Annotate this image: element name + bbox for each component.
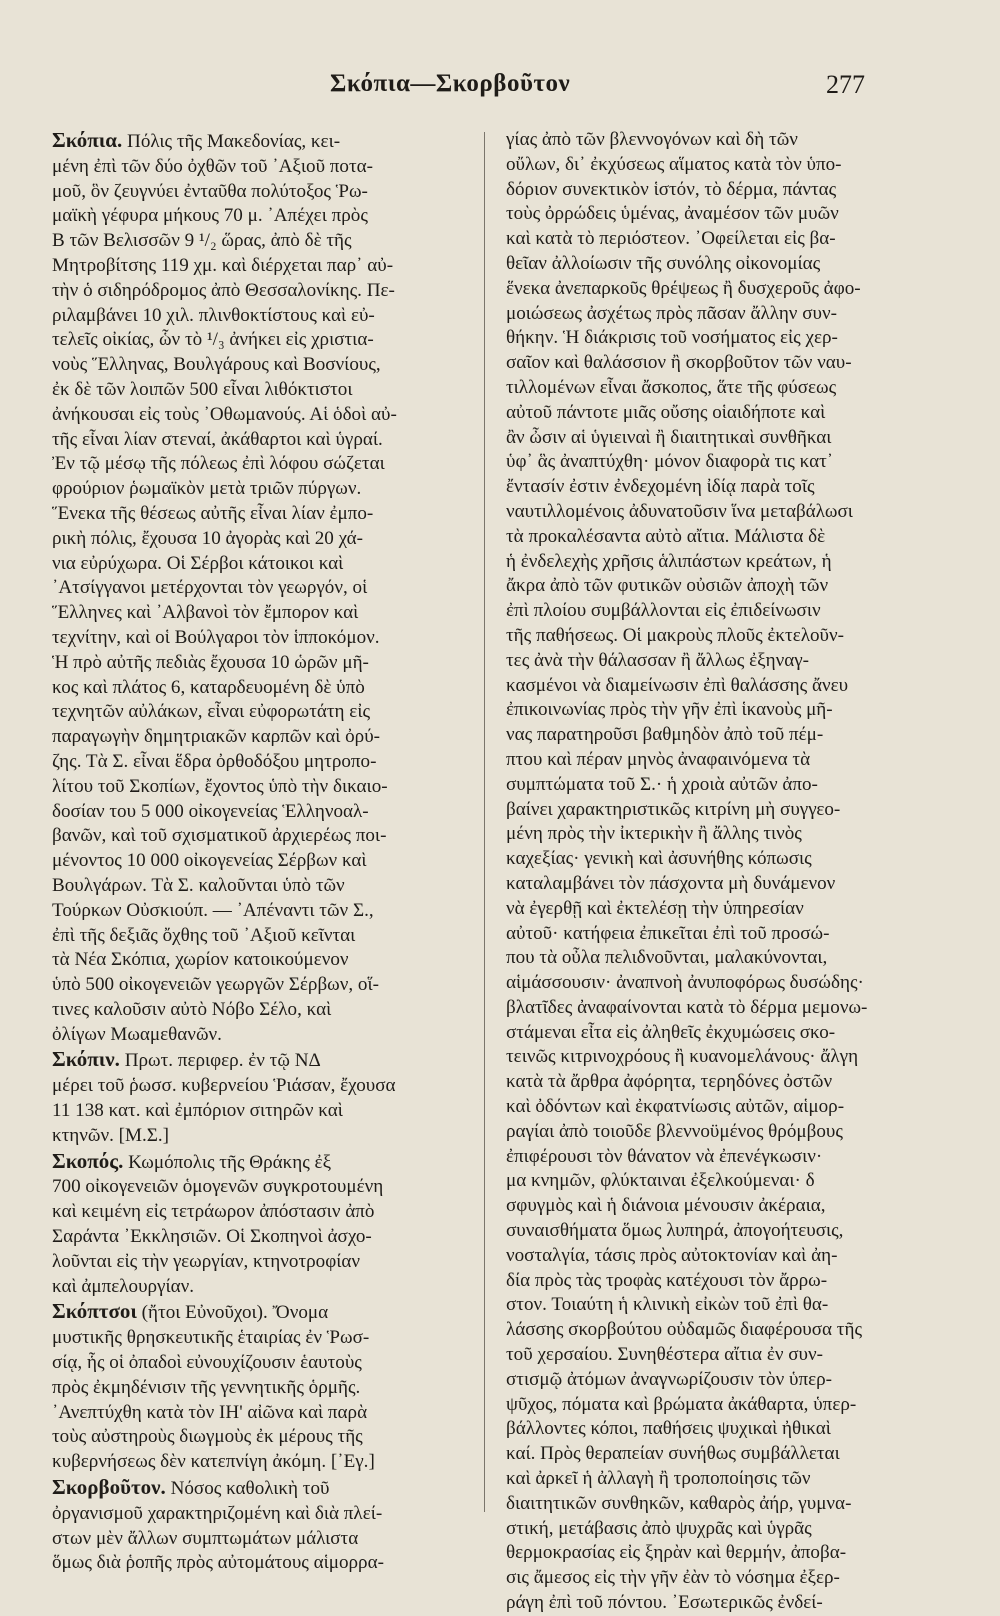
column-rule — [484, 132, 485, 1512]
text-line — [52, 1200, 464, 1225]
text-line — [52, 1175, 464, 1200]
text-line: συναισθήματα ὅμως λυπηρά, ἀπογοήτευσις, — [506, 1220, 844, 1242]
text-line: αὐτοῦ· κατήφεια ἐπικεῖται ἐπὶ τοῦ προσώ- — [506, 922, 830, 944]
text-line: γίας ἀπὸ τῶν βλεννογόνων καὶ δὴ τῶν — [506, 129, 798, 150]
text-line: σαῖον καὶ θαλάσσιον ἢ σκορβοῦτον τῶν ναυ- — [506, 352, 852, 374]
text-line — [52, 676, 464, 701]
line-text: Ἡ πρὸ αὐτῆς πεδιὰς ἔχουσα 10 ὡρῶν μῆ- — [52, 651, 369, 673]
line-text: καὶ κειμένη εἰς τετράωρον ἀπόστασιν ἀπὸ — [52, 1201, 375, 1223]
line-text: λίτου τοῦ Σκοπίων, ἔχοντος ὑπὸ τὴν δικαιο- — [52, 775, 388, 797]
text-line — [52, 1527, 464, 1552]
text-line: τῆς παθήσεως. Οἱ μακροὺς πλοῦς ἐκτελοῦν- — [506, 624, 844, 646]
text-line — [52, 576, 464, 601]
line-text: μένοντος 10 000 οἰκογενείας Σέρβων καὶ — [52, 850, 367, 872]
entry-headword: Σκόπτσοι — [52, 1299, 137, 1324]
text-line — [52, 750, 464, 775]
line-text: Ἕλληνες καὶ ᾿Αλβανοὶ τὸν ἔμπορον καὶ — [52, 602, 359, 624]
line-text: τὰ Νέα Σκόπια, χωρίον κατοικούμενον — [52, 949, 349, 971]
text-line — [52, 1351, 464, 1376]
text-line: τες ἀνὰ τὴν θάλασσαν ἢ ἄλλως ἐξηναγ- — [506, 649, 810, 671]
text-line — [52, 1250, 464, 1275]
text-line: στισμῷ ἀτόμων ἀναγνωρίζουσιν τὸν ὑπερ- — [506, 1368, 833, 1390]
text-line: αὐτοῦ πάντοτε μιᾶς οὔσης οἱαιδήποτε καὶ — [506, 401, 826, 423]
text-line: τοῦ χερσαίου. Συνηθέστερα αἴτια ἐν συν- — [506, 1344, 823, 1366]
text-line — [52, 1326, 464, 1351]
text-line: αἱμάσσουσιν· ἀναπνοὴ ἀνυποφόρως δυσώδης· — [506, 972, 864, 994]
entry-first-line — [52, 128, 464, 155]
text-line — [52, 428, 464, 453]
text-line — [52, 601, 464, 626]
running-head — [0, 70, 1000, 110]
line-text: 11 138 κατ. καὶ ἐμπόριον σιτηρῶν καὶ — [52, 1100, 343, 1122]
text-line: ἐπὶ πλοίου συμβάλλονται εἰς ἐπιδείνωσιν — [506, 600, 821, 622]
line-text: νια εὐρύχωρα. Οἱ Σέρβοι κάτοικοι καὶ — [52, 552, 344, 574]
text-line: μένη πρὸς τὴν ἰκτερικὴν ἢ ἄλλης τινὸς — [506, 823, 802, 845]
text-line — [52, 452, 464, 477]
text-line — [52, 700, 464, 725]
line-text: Κωμόπολις τῆς Θράκης ἐξ — [123, 1151, 332, 1173]
text-line: ἐπικοινωνίας πρὸς τὴν γῆν ἐπὶ ἱκανοὺς μῆ- — [506, 699, 833, 721]
line-text: 700 οἰκογενειῶν ὁμογενῶν συγκροτουμένη — [52, 1176, 384, 1198]
text-line: ἄκρα ἀπὸ τῶν φυτικῶν οὐσιῶν ἀποχὴ τῶν — [506, 575, 829, 597]
line-text: ριλαμβάνει 10 χιλ. πλινθοκτίστους καὶ εὐ- — [52, 304, 375, 326]
line-text: ὀλίγων Μωαμεθανῶν. — [52, 1023, 222, 1045]
line-text: κος καὶ πλάτος 6, καταρδευομένη δὲ ὑπὸ — [52, 676, 365, 698]
line-text: βανῶν, καὶ τοῦ σχισματικοῦ ἀρχιερέως ποι- — [52, 825, 387, 847]
line-text: (ἤτοι Εὐνοῦχοι). Ὄνομα — [136, 1302, 329, 1324]
text-line: λάσσης σκορβούτου οὐδαμῶς διαφέρουσα τῆς — [506, 1319, 863, 1341]
line-text: ὀργανισμοῦ χαρακτηριζομένη καὶ διὰ πλεί- — [52, 1502, 383, 1524]
text-line: ἂν ὦσιν αἱ ὑγιειναὶ ἢ διαιτητικαὶ συνθῆκαι — [506, 426, 832, 448]
line-text: τῆς εἶναι λίαν στεναί, ἀκάθαρτοι καὶ ὑγραί. — [52, 428, 383, 450]
line-text: καὶ ἀμπελουργίαν. — [52, 1275, 195, 1297]
line-text: μέρει τοῦ ῥωσσ. κυβερνείου Ῥιάσαν, ἔχουσα — [52, 1075, 396, 1097]
text-line: διαιτητικῶν συνθηκῶν, καθαρὸς ἀήρ, γυμνα- — [506, 1492, 852, 1514]
line-text: μοῦ, ὃν ζευγνύει ἐνταῦθα πολύτοξος Ῥω- — [52, 180, 368, 202]
line-text: τελεῖς οἰκίας, ὧν τὸ ¹/₃ ἀνήκει εἰς χριστια- — [52, 329, 374, 351]
text-line — [52, 477, 464, 502]
text-line: μοιώσεως ἀσχέτως πρὸς πᾶσαν ἄλλην συν- — [506, 302, 837, 324]
line-text: σίᾳ, ἧς οἱ ὀπαδοὶ εὐνουχίζουσιν ἑαυτοὺς — [52, 1352, 362, 1374]
line-text: μένη ἐπὶ τῶν δύο ὀχθῶν τοῦ ᾿Αξιοῦ ποτα- — [52, 155, 374, 177]
entry-headword: Σκόπιν. — [52, 1047, 120, 1072]
text-line — [52, 1502, 464, 1527]
text-line — [52, 353, 464, 378]
text-line: τεινῶς κιτρινοχρόους ἢ κυανομελάνους· ἄλγη — [506, 1046, 859, 1068]
text-line — [52, 800, 464, 825]
text-line — [52, 1023, 464, 1048]
line-text: κυβερνήσεως δὲν κατεπνίγη ἀκόμη. [᾿Εγ.] — [52, 1451, 375, 1473]
text-line: θεῖαν ἀλλοίωσιν τῆς συνόλης οἰκονομίας — [506, 252, 821, 274]
text-line: ἡ ἐνδελεχὴς χρῆσις ἁλιπάστων κρεάτων, ἡ — [506, 550, 832, 572]
text-line — [52, 180, 464, 205]
line-text: ὅμως διὰ ῥοπῆς πρὸς αὐτομάτους αἱμορρα- — [52, 1552, 384, 1574]
text-line: που τὰ οὖλα πελιδνοῦνται, μαλακύνονται, — [506, 947, 828, 969]
text-line: σφυγμὸς καὶ ἡ διάνοια μένουσιν ἀκέραια, — [506, 1195, 826, 1217]
line-text: Τούρκων Οὐσκιούπ. — ᾿Απέναντι τῶν Σ., — [52, 899, 374, 921]
text-line — [52, 403, 464, 428]
line-text: Μητροβίτσης 119 χμ. καὶ διέρχεται παρ᾿ αὐ- — [52, 254, 394, 276]
text-line: ναυτιλλομένοις ἀδυνατοῦσιν ἵνα μεταβάλωσι — [506, 500, 853, 522]
line-text: πρὸς ἐκμηδένισιν τῆς γεννητικῆς ὁρμῆς. — [52, 1376, 361, 1398]
text-line — [52, 775, 464, 800]
text-line: συμπτώματα τοῦ Σ.· ἡ χροιὰ αὐτῶν ἀπο- — [506, 773, 818, 795]
line-text: φρούριον ῥωμαϊκὸν μετὰ τριῶν πύργων. — [52, 478, 362, 500]
left-column — [52, 128, 464, 1576]
text-line — [52, 1551, 464, 1576]
text-line — [52, 254, 464, 279]
text-line — [52, 204, 464, 229]
text-line — [52, 378, 464, 403]
text-line: βάλλοντες κόποι, παθήσεις ψυχικαὶ ἠθικαὶ — [506, 1418, 831, 1440]
line-text: παραγωγὴν δημητριακῶν καρπῶν καὶ ὀρύ- — [52, 726, 381, 748]
text-line — [52, 1450, 464, 1475]
text-line — [52, 626, 464, 651]
text-line: καχεξίας· γενικὴ καὶ ἀσυνήθης κόπωσις — [506, 848, 812, 870]
line-text: ἀνήκουσαι εἰς τοὺς ᾿Οθωμανούς. Αἱ ὁδοὶ αὐ- — [52, 403, 397, 425]
text-line: τοὺς ὀρρώδεις ὑμένας, ἀναμέσον τῶν μυῶν — [506, 203, 839, 225]
text-line: ἐπιφέρουσι τὸν θάνατον νὰ ἐπενέγκωσιν· — [506, 1145, 823, 1167]
text-line: ἔντασίν ἐστιν ἐνδεχομένη ἰδίᾳ παρὰ τοῖς — [506, 476, 815, 498]
line-text: δοσίαν του 5 000 οἰκογενείας Ἑλληνοαλ- — [52, 800, 369, 822]
text-line — [52, 948, 464, 973]
text-line: νας παρατηροῦσι βαθμηδὸν ἀπὸ τοῦ πέμ- — [506, 724, 824, 746]
text-line: σις ἄμεσος εἰς τὴν γῆν ἐὰν τὸ νόσημα ἐξερ- — [506, 1567, 840, 1589]
line-text: Σαράντα ᾿Εκκλησιῶν. Οἱ Σκοπηνοὶ ἀσχο- — [52, 1226, 372, 1248]
text-line — [52, 304, 464, 329]
text-line: μα κνημῶν, φλύκταιναι ἐξελκούμεναι· δ — [506, 1170, 815, 1192]
line-text: ὑπὸ 500 οἰκογενειῶν γεωργῶν Σέρβων, οἵ- — [52, 974, 379, 996]
text-line: τὰ προκαλέσαντα αὐτὸ αἴτια. Μάλιστα δὲ — [506, 525, 826, 547]
text-line: βλατῖδες ἀναφαίνονται κατὰ τὸ δέρμα μεμονω- — [506, 996, 868, 1018]
line-text: Β τῶν Βελισσῶν 9 ¹/₂ ὥρας, ἀπὸ δὲ τῆς — [52, 230, 352, 252]
text-line: στον. Τοιαύτη ἡ κλινικὴ εἰκὼν τοῦ ἐπὶ θα- — [506, 1294, 829, 1316]
line-text: Νόσος καθολικὴ τοῦ — [165, 1478, 330, 1500]
text-line: οὔλων, δι᾿ ἐκχύσεως αἵματος κατὰ τὸν ὑπο- — [506, 153, 842, 175]
text-line — [52, 651, 464, 676]
text-line: πτου καὶ πέραν μηνὸς ἀναφαινόμενα τὰ — [506, 748, 811, 770]
text-line: θερμοκρασίας εἰς ξηρὰν καὶ θερμήν, ἀποβα- — [506, 1542, 847, 1564]
text-line — [52, 874, 464, 899]
line-text: Πόλις τῆς Μακεδονίας, κει- — [122, 131, 341, 152]
line-text: κτηνῶν. [Μ.Σ.] — [52, 1124, 170, 1146]
text-line: καταλαμβάνει τὸν πάσχοντα μὴ δυνάμενον — [506, 872, 836, 894]
text-line: τιλλομένων εἶναι ἄσκοπος, ἅτε τῆς φύσεως — [506, 376, 837, 398]
line-text: μυστικῆς θρησκευτικῆς ἑταιρίας ἐν Ῥωσ- — [52, 1327, 370, 1349]
line-text: Ἕνεκα τῆς θέσεως αὐτῆς εἶναι λίαν ἐμπο- — [52, 502, 374, 524]
text-line: ψῦχος, πόματα καὶ βρώματα ἀκάθαρτα, ὑπερ- — [506, 1393, 857, 1415]
text-line: βαίνει χαρακτηριστικῶς κιτρίνη μὴ συγγεο- — [506, 798, 841, 820]
text-line: ἕνεκα ἀνεπαρκοῦς θρέψεως ἢ δυσχεροῦς ἀφο- — [506, 277, 861, 299]
text-line — [52, 229, 464, 254]
entry-headword: Σκόπια. — [52, 128, 123, 152]
text-line — [52, 502, 464, 527]
entry-first-line — [52, 1149, 464, 1176]
text-line — [52, 924, 464, 949]
line-text: ᾿Ανεπτύχθη κατὰ τὸν ΙΗ' αἰῶνα καὶ παρὰ — [52, 1401, 368, 1423]
line-text: τεχνίτην, καὶ οἱ Βούλγαροι τὸν ἱπποκόμον. — [52, 626, 380, 648]
line-text: στων μὲν ἄλλων συμπτωμάτων μάλιστα — [52, 1527, 359, 1549]
text-line: καὶ κατὰ τὸ περιόστεον. ᾿Οφείλεται εἰς βα- — [506, 228, 836, 250]
line-text: Πρωτ. περιφερ. ἐν τῷ ΝΔ — [119, 1050, 321, 1072]
line-text: τινες καλοῦσιν αὐτὸ Νόβο Σέλο, καὶ — [52, 998, 332, 1020]
text-line: καὶ ὀδόντων καὶ ἐκφατνίωσις αὐτῶν, αἱμορ- — [506, 1096, 845, 1118]
text-line — [52, 328, 464, 353]
text-line: κασμένοι νὰ διαμείνωσιν ἐπὶ θαλάσσης ἄνευ — [506, 674, 849, 696]
text-line: κατὰ τὰ ἄρθρα ἀφόρητα, τερηδόνες ὀστῶν — [506, 1071, 833, 1093]
text-line — [52, 1401, 464, 1426]
text-line — [52, 1275, 464, 1300]
line-text: νοὺς Ἕλληνας, Βουλγάρους καὶ Βοσνίους, — [52, 354, 381, 376]
text-line: ὑφ᾿ ἃς ἀναπτύχθη· μόνον διαφορὰ τις κατ᾿ — [506, 451, 834, 473]
text-line: καὶ ἀρκεῖ ἡ ἀλλαγὴ ἢ τροποποίησις τῶν — [506, 1468, 811, 1490]
text-line: νοσταλγία, τάσις πρὸς αὐτοκτονίαν καὶ ἀη- — [506, 1244, 838, 1266]
running-title: Σκόπια—Σκορβοῦτον — [330, 70, 571, 97]
line-text: Ἐν τῷ μέσῳ τῆς πόλεως ἐπὶ λόφου σώζεται — [52, 453, 385, 475]
text-line — [52, 998, 464, 1023]
line-text: μαϊκὴ γέφυρα μήκους 70 μ. ᾿Απέχει πρὸς — [52, 205, 368, 227]
text-line — [52, 1225, 464, 1250]
line-text: ἐκ δὲ τῶν λοιπῶν 500 εἶναι λιθόκτιστοι — [52, 378, 353, 400]
text-line: θήκην. Ἡ διάκρισις τοῦ νοσήματος εἰς χερ- — [506, 327, 838, 349]
text-line — [52, 527, 464, 552]
line-text: ζης. Τὰ Σ. εἶναι ἕδρα ὀρθοδόξου μητροπο- — [52, 750, 377, 772]
text-line — [52, 725, 464, 750]
line-text: Βουλγάρων. Τὰ Σ. καλοῦνται ὑπὸ τῶν — [52, 874, 345, 896]
line-text: τεχνητῶν αὐλάκων, εἶναι εὐφορωτάτη εἰς — [52, 701, 371, 723]
line-text: τοὺς αὐστηροὺς διωγμοὺς ἐκ μέρους τῆς — [52, 1426, 363, 1448]
text-line: δόριον συνεκτικὸν ἱστόν, τὸ δέρμα, πάντας — [506, 178, 837, 200]
text-line — [52, 1425, 464, 1450]
line-text: ᾿Ατσίγγανοι μετέρχονται τὸν γεωργόν, οἱ — [52, 577, 368, 599]
right-column — [506, 128, 884, 1616]
text-line — [52, 824, 464, 849]
text-line: ράγη ἐπὶ τοῦ πόντου. ᾿Εσωτερικῶς ἐνδεί- — [506, 1592, 823, 1614]
entry-first-line — [52, 1299, 464, 1326]
text-line: νὰ ἐγερθῇ καὶ ἐκτελέσῃ τὴν ὑπηρεσίαν — [506, 897, 804, 919]
page-number: 277 — [826, 70, 865, 99]
entry-headword: Σκοπός. — [52, 1148, 124, 1173]
text-line — [52, 849, 464, 874]
entry-first-line — [52, 1475, 464, 1502]
line-text: ἐπὶ τῆς δεξιᾶς ὄχθης τοῦ ᾿Αξιοῦ κεῖνται — [52, 924, 356, 946]
text-line — [52, 155, 464, 180]
text-line: στάμεναι εἶτα εἰς ἀληθεῖς ἐκχυμώσεις σκο- — [506, 1021, 836, 1043]
text-line — [52, 1376, 464, 1401]
text-line: ραγίαι ἀπὸ τοιοῦδε βλεννοϋμένος θρόμβους — [506, 1120, 843, 1142]
entry-first-line — [52, 1047, 464, 1074]
text-line — [52, 279, 464, 304]
text-line — [52, 1099, 464, 1124]
text-line — [52, 552, 464, 577]
line-text: λοῦνται εἰς τὴν γεωργίαν, κτηνοτροφίαν — [52, 1250, 361, 1272]
text-line: δία πρὸς τὰς τροφὰς κατέχουσι τὸν ἄρρω- — [506, 1269, 828, 1291]
entry-headword: Σκορβοῦτον. — [52, 1475, 166, 1500]
text-line: καί. Πρὸς θεραπείαν συνήθως συμβάλλεται — [506, 1443, 840, 1465]
text-line: στική, μετάβασις ἀπὸ ψυχρᾶς καὶ ὑγρᾶς — [506, 1517, 812, 1539]
line-text: ρικὴ πόλις, ἔχουσα 10 ἀγορὰς καὶ 20 χά- — [52, 527, 364, 549]
text-line — [52, 899, 464, 924]
text-line — [52, 1124, 464, 1149]
text-line — [52, 1074, 464, 1099]
text-line — [52, 973, 464, 998]
line-text: τὴν ὁ σιδηρόδρομος ἀπὸ Θεσσαλονίκης. Πε- — [52, 279, 395, 301]
